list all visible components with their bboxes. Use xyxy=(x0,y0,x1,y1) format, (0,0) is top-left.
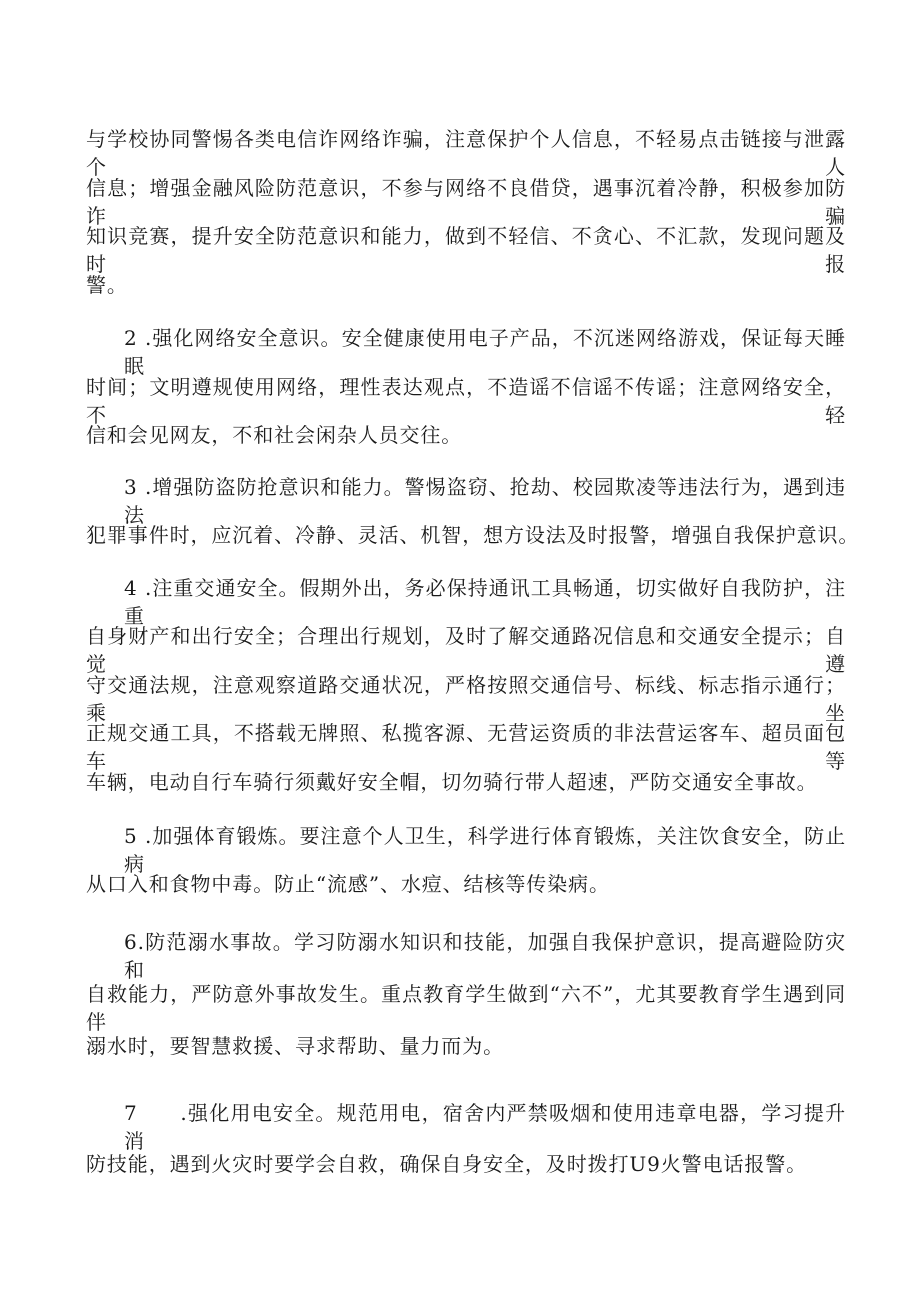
text-line: 与学校协同警惕各类电信诈网络诈骗，注意保护个人信息，不轻易点击链接与泄露个人 xyxy=(86,127,846,179)
text-line: 警。 xyxy=(86,273,128,297)
text-line: 从口入和食物中毒。防止“流感”、水痘、结核等传染病。 xyxy=(86,872,610,896)
text-line: 自救能力，严防意外事故发生。重点教育学生做到“六不”，尤其要教育学生遇到同伴 xyxy=(86,982,846,1034)
text-line: 守交通法规，注意观察道路交通状况，严格按照交通信号、标线、标志指示通行；乘坐 xyxy=(86,673,846,725)
text-line: 5 .加强体育锻炼。要注意个人卫生，科学进行体育锻炼，关注饮食安全，防止病 xyxy=(124,824,846,876)
text-line: 正规交通工具，不搭载无牌照、私揽客源、无营运资质的非法营运客车、超员面包车等 xyxy=(86,721,846,773)
text-line: 犯罪事件时，应沉着、冷静、灵活、机智，想方设法及时报警，增强自我保护意识。 xyxy=(86,523,860,547)
text-line: 信息；增强金融风险防范意识，不参与网络不良借贷，遇事沉着冷静，积极参加防诈骗 xyxy=(86,176,846,228)
text-line: 2 .强化网络安全意识。安全健康使用电子产品，不沉迷网络游戏，保证每天睡眠 xyxy=(124,326,846,378)
text-line: 溺水时，要智慧救援、寻求帮助、量力而为。 xyxy=(86,1034,504,1058)
text-line: 车辆，电动自行车骑行须戴好安全帽，切勿骑行带人超速，严防交通安全事故。 xyxy=(86,770,818,794)
text-line: 知识竞赛，提升安全防范意识和能力，做到不轻信、不贪心、不汇款，发现问题及时报 xyxy=(86,224,846,276)
text-line: 4 .注重交通安全。假期外出，务必保持通讯工具畅通，切实做好自我防护，注重 xyxy=(124,576,846,628)
text-line: 信和会见网友，不和社会闲杂人员交往。 xyxy=(86,423,463,447)
text-line: 6.防范溺水事故。学习防溺水知识和技能，加强自我保护意识，提高避险防灾和 xyxy=(124,930,846,982)
text-line: 自身财产和出行安全；合理出行规划，及时了解交通路况信息和交通安全提示；自觉遵 xyxy=(86,624,846,676)
text-line: 时间；文明遵规使用网络，理性表达观点，不造谣不信谣不传谣；注意网络安全，不轻 xyxy=(86,375,846,427)
text-line: 3 .增强防盗防抢意识和能力。警惕盗窃、抢劫、校园欺凌等违法行为，遇到违法 xyxy=(124,475,846,527)
text-line: 7 .强化用电安全。规范用电，宿舍内严禁吸烟和使用违章电器，学习提升消 xyxy=(124,1101,846,1153)
text-line: 防技能，遇到火灾时要学会自救，确保自身安全，及时拨打U9火警电话报警。 xyxy=(86,1152,808,1176)
